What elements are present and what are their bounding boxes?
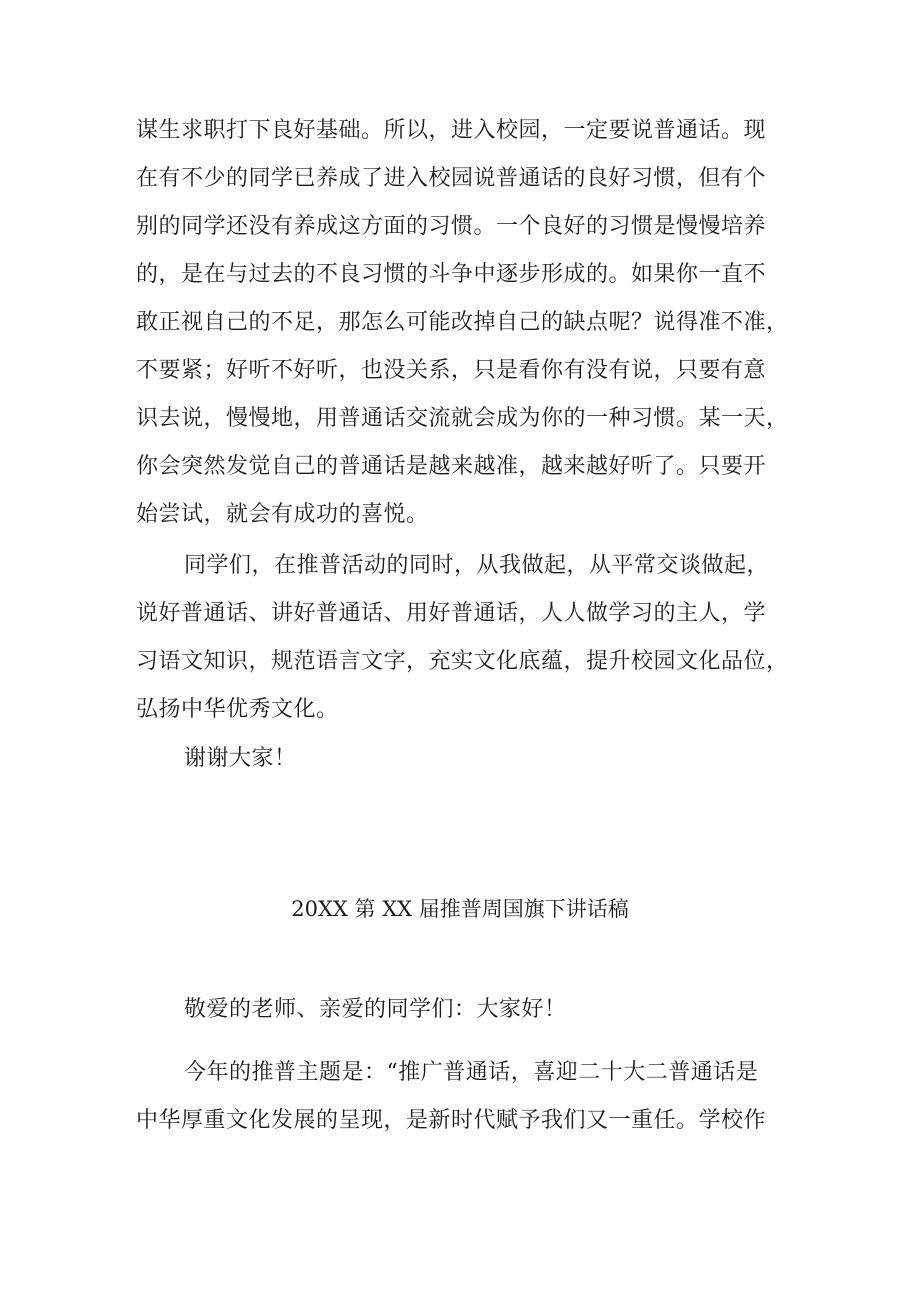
greeting: 敬爱的老师、亲爱的同学们：大家好！ — [184, 997, 567, 1022]
text-line: 识去说，慢慢地，用普通话交流就会成为你的一种习惯。某一天， — [136, 406, 789, 431]
text-line: 今年的推普主题是：“推广普通话，喜迎二十大二普通话是 — [184, 1060, 759, 1085]
text-line: 谋生求职打下良好基础。所以，进入校园，一定要说普通话。现 — [136, 118, 767, 143]
text-line: 别的同学还没有养成这方面的习惯。一个良好的习惯是慢慢培养 — [136, 214, 767, 239]
text-line: 的，是在与过去的不良习惯的斗争中逐步形成的。如果你一直不 — [136, 262, 767, 287]
text-line: 敢正视自己的不足，那怎么可能改掉自己的缺点呢？说得准不准， — [136, 310, 789, 335]
text-line: 不要紧；好听不好听，也没关系，只是看你有没有说，只要有意 — [136, 358, 767, 383]
document-title: 20XX 第 XX 届推普周国旗下讲话稿 — [291, 897, 629, 921]
text-line: 中华厚重文化发展的呈现，是新时代赋予我们又一重任。学校作 — [136, 1108, 767, 1133]
closing-thanks: 谢谢大家！ — [184, 746, 297, 771]
text-line: 习语文知识，规范语言文字，充实文化底蕴，提升校园文化品位， — [136, 649, 789, 674]
text-line: 说好普通话、讲好普通话、用好普通话，人人做学习的主人，学 — [136, 601, 767, 626]
text-line: 同学们，在推普活动的同时，从我做起，从平常交谈做起， — [184, 553, 770, 578]
text-line: 在有不少的同学已养成了进入校园说普通话的良好习惯，但有个 — [136, 166, 767, 191]
text-line: 始尝试，就会有成功的喜悦。 — [136, 502, 429, 527]
text-line: 你会突然发觉自己的普通话是越来越准，越来越好听了。只要开 — [136, 454, 767, 479]
text-line: 弘扬中华优秀文化。 — [136, 697, 339, 722]
